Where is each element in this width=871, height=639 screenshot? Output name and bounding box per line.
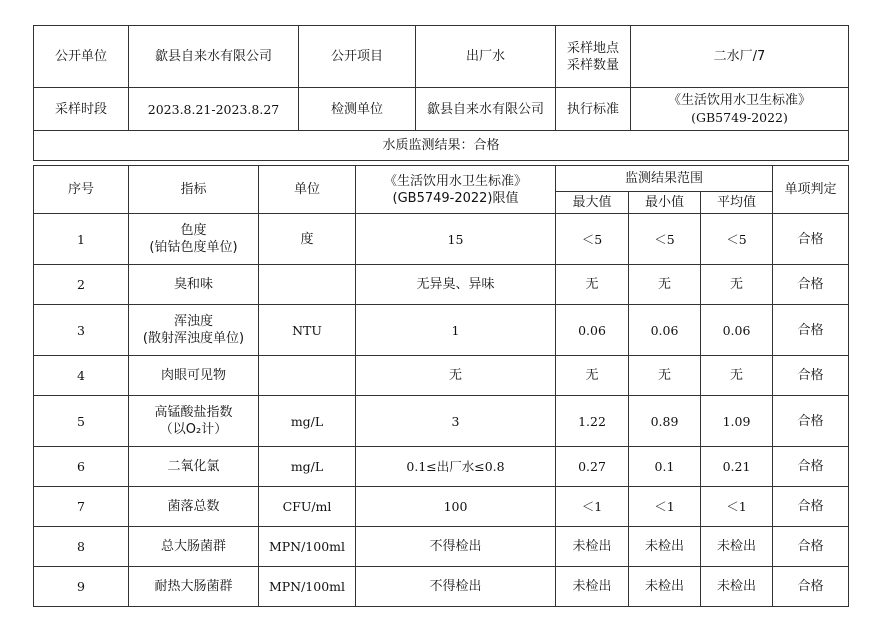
publisher-value: 歙县自来水有限公司 xyxy=(129,26,299,88)
row-no: 2 xyxy=(34,265,129,305)
row-avg: 未检出 xyxy=(701,567,773,607)
row-unit: mg/L xyxy=(259,396,356,447)
lab-label: 检测单位 xyxy=(299,88,416,131)
quality-summary: 水质监测结果：合格 xyxy=(34,131,849,161)
row-no: 8 xyxy=(34,527,129,567)
table-row xyxy=(34,265,849,305)
row-min: 0.06 xyxy=(629,305,701,356)
row-max: 0.27 xyxy=(556,447,629,487)
header-row-1 xyxy=(34,26,849,88)
row-indicator-name: 高锰酸盐指数 xyxy=(154,405,233,420)
row-indicator: 总大肠菌群 xyxy=(129,527,259,567)
table-row xyxy=(34,527,849,567)
table-row xyxy=(34,396,849,447)
table-row xyxy=(34,356,849,396)
sampling-site-label-line1: 采样地点 xyxy=(566,40,619,56)
standard-label: 执行标准 xyxy=(556,88,631,131)
row-avg: 0.21 xyxy=(701,447,773,487)
row-limit: 100 xyxy=(356,487,556,527)
report-header-table xyxy=(33,25,849,161)
row-indicator: 二氧化氯 xyxy=(129,447,259,487)
col-header-limit-line1: 《生活饮用水卫生标准》 xyxy=(383,173,527,189)
row-avg: ＜1 xyxy=(701,487,773,527)
row-indicator: 耐热大肠菌群 xyxy=(129,567,259,607)
col-header-min: 最小值 xyxy=(629,192,701,214)
publisher-label: 公开单位 xyxy=(34,26,129,88)
col-header-unit: 单位 xyxy=(259,166,356,214)
row-no: 7 xyxy=(34,487,129,527)
row-no: 9 xyxy=(34,567,129,607)
row-indicator-name: 浑浊度 xyxy=(173,314,213,329)
row-avg: 1.09 xyxy=(701,396,773,447)
row-verdict: 合格 xyxy=(773,487,849,527)
table-row xyxy=(34,567,849,607)
item-value: 出厂水 xyxy=(416,26,556,88)
row-limit: 无 xyxy=(356,356,556,396)
row-avg: 0.06 xyxy=(701,305,773,356)
row-verdict: 合格 xyxy=(773,447,849,487)
row-verdict: 合格 xyxy=(773,567,849,607)
row-max: 未检出 xyxy=(556,527,629,567)
row-indicator: 臭和味 xyxy=(129,265,259,305)
row-max: ＜5 xyxy=(556,214,629,265)
row-max: 无 xyxy=(556,356,629,396)
row-max: 0.06 xyxy=(556,305,629,356)
row-unit: mg/L xyxy=(259,447,356,487)
row-limit: 不得检出 xyxy=(356,567,556,607)
col-header-max: 最大值 xyxy=(556,192,629,214)
row-verdict: 合格 xyxy=(773,396,849,447)
row-min: 未检出 xyxy=(629,527,701,567)
col-header-range: 监测结果范围 xyxy=(556,166,773,192)
row-limit: 无异臭、异味 xyxy=(356,265,556,305)
standard-value-line2: (GB5749-2022) xyxy=(691,110,788,125)
standard-value-line1: 《生活饮用水卫生标准》 xyxy=(667,93,811,108)
row-max: 未检出 xyxy=(556,567,629,607)
row-indicator: 菌落总数 xyxy=(129,487,259,527)
row-limit: 不得检出 xyxy=(356,527,556,567)
results-table xyxy=(33,165,849,607)
row-verdict: 合格 xyxy=(773,356,849,396)
row-indicator-note: (铂钴色度单位) xyxy=(149,240,238,255)
table-row xyxy=(34,447,849,487)
row-min: 无 xyxy=(629,265,701,305)
row-max: ＜1 xyxy=(556,487,629,527)
row-min: 0.89 xyxy=(629,396,701,447)
row-indicator xyxy=(129,396,259,447)
row-min: ＜5 xyxy=(629,214,701,265)
column-header-row-1 xyxy=(34,166,849,192)
row-unit xyxy=(259,356,356,396)
period-label: 采样时段 xyxy=(34,88,129,131)
row-indicator-note: (散射浑浊度单位) xyxy=(142,331,245,346)
row-avg: ＜5 xyxy=(701,214,773,265)
sampling-site-label-line2: 采样数量 xyxy=(566,57,619,73)
table-row xyxy=(34,487,849,527)
row-indicator-name: 色度 xyxy=(180,223,207,238)
col-header-avg: 平均值 xyxy=(701,192,773,214)
row-no: 4 xyxy=(34,356,129,396)
row-unit: CFU/ml xyxy=(259,487,356,527)
col-header-verdict: 单项判定 xyxy=(773,166,849,214)
row-verdict: 合格 xyxy=(773,265,849,305)
row-avg: 无 xyxy=(701,265,773,305)
row-unit: MPN/100ml xyxy=(259,527,356,567)
col-header-indicator: 指标 xyxy=(129,166,259,214)
row-avg: 无 xyxy=(701,356,773,396)
lab-value: 歙县自来水有限公司 xyxy=(416,88,556,131)
col-header-limit xyxy=(356,166,556,214)
row-no: 5 xyxy=(34,396,129,447)
row-min: 无 xyxy=(629,356,701,396)
summary-row xyxy=(34,131,849,161)
header-row-2 xyxy=(34,88,849,131)
row-no: 1 xyxy=(34,214,129,265)
row-min: 未检出 xyxy=(629,567,701,607)
row-unit xyxy=(259,265,356,305)
sampling-site-label xyxy=(556,26,631,88)
row-verdict: 合格 xyxy=(773,527,849,567)
col-header-no: 序号 xyxy=(34,166,129,214)
col-header-limit-line2: (GB5749-2022)限值 xyxy=(392,190,519,206)
table-row xyxy=(34,305,849,356)
row-limit: 15 xyxy=(356,214,556,265)
row-limit: 1 xyxy=(356,305,556,356)
row-limit: 0.1≤出厂水≤0.8 xyxy=(356,447,556,487)
row-indicator-note: （以O₂计） xyxy=(159,422,228,437)
standard-value xyxy=(631,88,849,131)
row-no: 6 xyxy=(34,447,129,487)
period-value: 2023.8.21-2023.8.27 xyxy=(129,88,299,131)
row-indicator xyxy=(129,305,259,356)
sampling-site-value: 二水厂/7 xyxy=(631,26,849,88)
row-max: 1.22 xyxy=(556,396,629,447)
row-verdict: 合格 xyxy=(773,214,849,265)
row-unit: NTU xyxy=(259,305,356,356)
row-verdict: 合格 xyxy=(773,305,849,356)
row-avg: 未检出 xyxy=(701,527,773,567)
row-no: 3 xyxy=(34,305,129,356)
row-unit: 度 xyxy=(259,214,356,265)
row-min: 0.1 xyxy=(629,447,701,487)
item-label: 公开项目 xyxy=(299,26,416,88)
row-min: ＜1 xyxy=(629,487,701,527)
table-row xyxy=(34,214,849,265)
row-max: 无 xyxy=(556,265,629,305)
row-indicator: 肉眼可见物 xyxy=(129,356,259,396)
row-unit: MPN/100ml xyxy=(259,567,356,607)
row-indicator xyxy=(129,214,259,265)
row-limit: 3 xyxy=(356,396,556,447)
